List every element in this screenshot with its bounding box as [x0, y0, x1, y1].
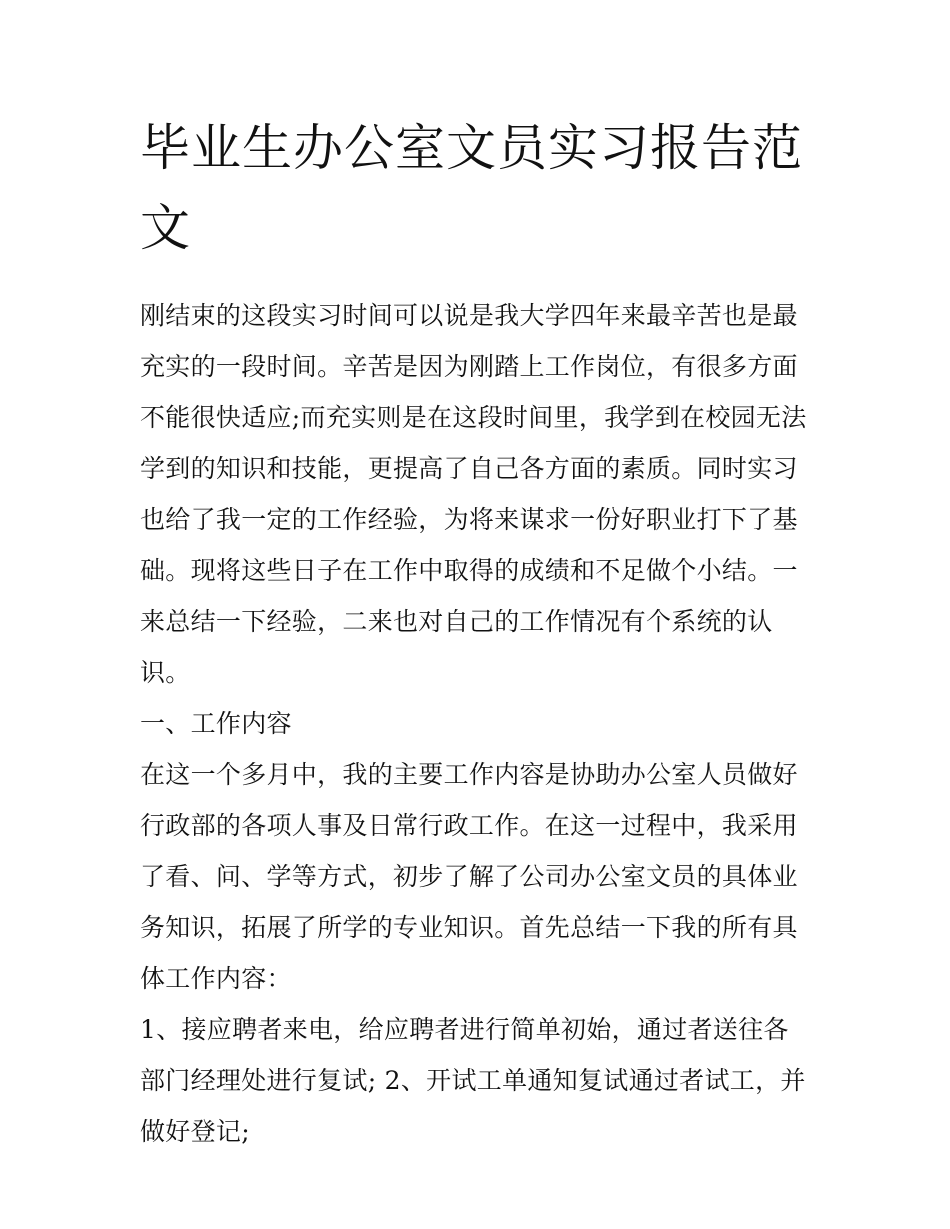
- intro-paragraph: 刚结束的这段实习时间可以说是我大学四年来最辛苦也是最充实的一段时间。辛苦是因为刚踏上工作岗位，有很多方面不能很快适应;而充实则是在这段时间里，我学到在校园无法学到的知识和技能，更提高了自己各方面的素质。同时实习也给了我一定的工作经验，为将来谋求一份好职业打下了基础。现将这些日子在工作中取得的成绩和不足做个小结。一来总结一下经验，二来也对自己的工作情况有个系统的认识。: [140, 301, 807, 687]
- task-list-paragraph: 1、接应聘者来电，给应聘者进行简单初始，通过者送往各部门经理处进行复试; 2、开试工单通知复试通过者试工，并做好登记;: [140, 1015, 806, 1146]
- work-content-paragraph: 在这一个多月中，我的主要工作内容是协助办公室人员做好行政部的各项人事及日常行政工作。在这一过程中，我采用了看、问、学等方式，初步了解了公司办公室文员的具体业务知识，拓展了所学的专业知识。首先总结一下我的所有具体工作内容：: [140, 760, 798, 993]
- document-page: [140, 108, 812, 1157]
- section-heading-work-content: 一、工作内容: [140, 709, 292, 738]
- document-title: 毕业生办公室文员实习报告范文: [140, 119, 803, 257]
